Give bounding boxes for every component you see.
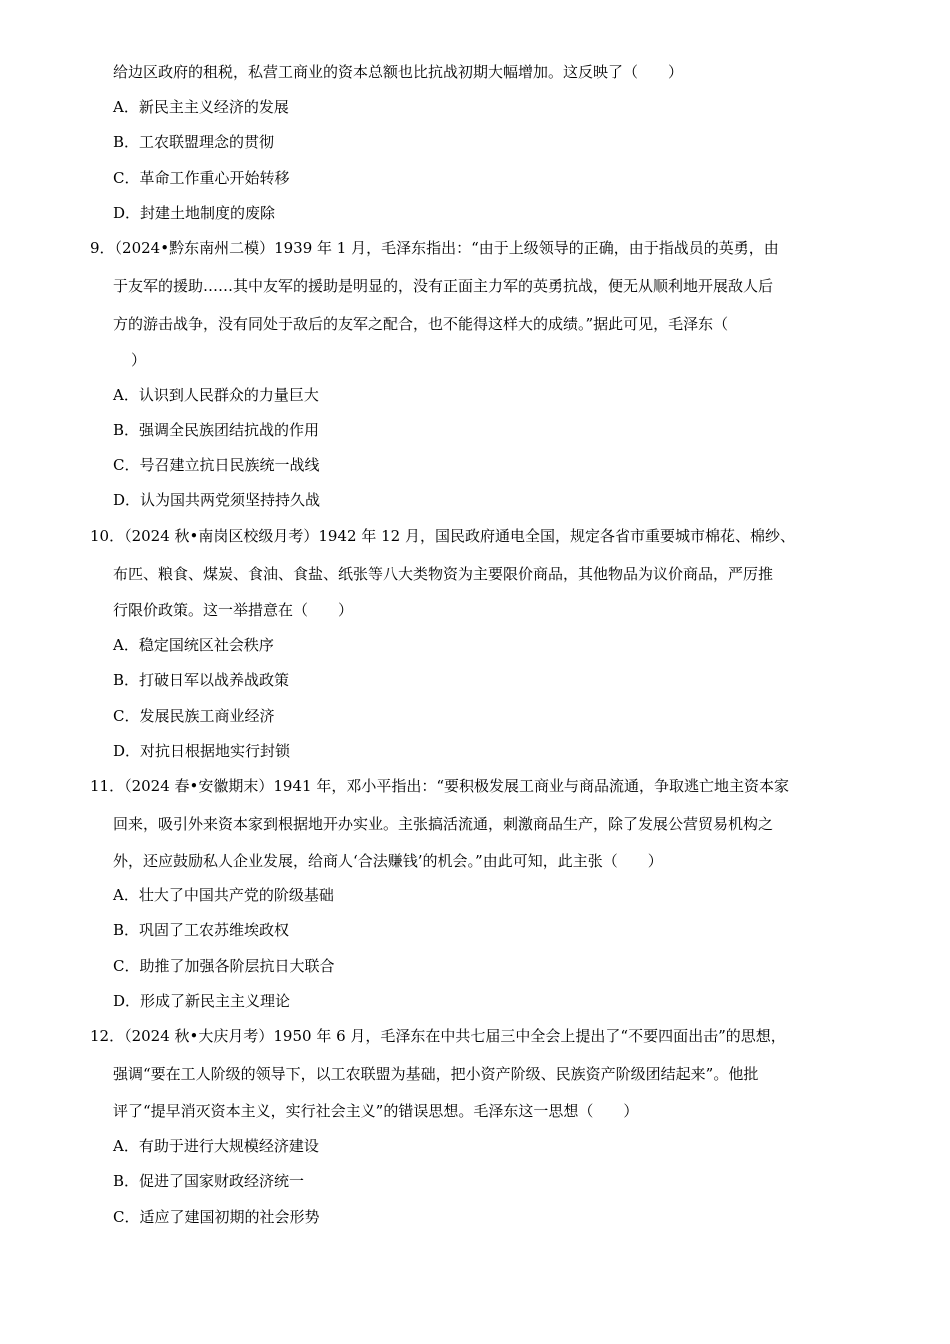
- question-11-option-a: A．壮大了中国共产党的阶级基础: [113, 886, 334, 904]
- question-10-option-a: A．稳定国统区社会秩序: [113, 636, 274, 654]
- question-12-option-b: B．促进了国家财政经济统一: [113, 1172, 305, 1190]
- question-8-option-b: B．工农联盟理念的贯彻: [113, 133, 275, 151]
- question-11-stem-line-3: 外，还应鼓励私人企业发展，给商人‘合法赚钱’的机会。”由此可知，此主张（ ）: [113, 852, 663, 870]
- question-10-option-d: D．对抗日根据地实行封锁: [113, 742, 291, 760]
- question-9-option-c: C．号召建立抗日民族统一战线: [113, 456, 320, 474]
- question-11-option-d: D．形成了新民主主义理论: [113, 992, 291, 1010]
- question-10-stem-line-1: 10．（2024 秋•南岗区校级月考）1942 年 12 月，国民政府通电全国，规定各省市重要城市棉花、棉纱、: [90, 527, 795, 545]
- question-9-stem-line-1: 9．（2024•黔东南州二模）1939 年 1 月，毛泽东指出：“由于上级领导的正确，由于指战员的英勇，由: [90, 239, 779, 257]
- question-12-stem-line-3: 评了“提早消灭资本主义，实行社会主义”的错误思想。毛泽东这一思想（ ）: [113, 1102, 639, 1120]
- question-12-stem-line-1: 12．（2024 秋•大庆月考）1950 年 6 月，毛泽东在中共七届三中全会上提出了“不要四面出击”的思想，: [90, 1027, 786, 1045]
- question-8-option-a: A．新民主主义经济的发展: [113, 98, 289, 116]
- question-8-option-c: C．革命工作重心开始转移: [113, 169, 290, 187]
- question-12-stem-line-2: 强调“要在工人阶级的领导下，以工农联盟为基础，把小资产阶级、民族资产阶级团结起来”。他批: [113, 1065, 759, 1083]
- question-9-stem-line-2: 于友军的援助……其中友军的援助是明显的，没有正面主力军的英勇抗战，便无从顺利地开展敌人后: [113, 277, 774, 295]
- question-10-stem-line-3: 行限价政策。这一举措意在（ ）: [113, 601, 354, 619]
- question-10-stem-line-2: 布匹、粮食、煤炭、食油、食盐、纸张等八大类物资为主要限价商品，其他物品为议价商品，严厉推: [113, 565, 774, 583]
- question-9-option-d: D．认为国共两党须坚持持久战: [113, 491, 321, 509]
- question-9-option-b: B．强调全民族团结抗战的作用: [113, 421, 320, 439]
- question-8-option-d: D．封建土地制度的废除: [113, 204, 276, 222]
- question-11-option-b: B．巩固了工农苏维埃政权: [113, 921, 290, 939]
- question-8-continuation: 给边区政府的租税，私营工商业的资本总额也比抗战初期大幅增加。这反映了（ ）: [113, 63, 684, 81]
- question-9-stem-line-3: 方的游击战争，没有同处于敌后的友军之配合，也不能得这样大的成绩。”据此可见，毛泽东（: [113, 315, 729, 333]
- question-11-stem-line-2: 回来，吸引外来资本家到根据地开办实业。主张搞活流通，刺激商品生产，除了发展公营贸易机构之: [113, 815, 774, 833]
- question-9-option-a: A．认识到人民群众的力量巨大: [113, 386, 319, 404]
- question-10-option-c: C．发展民族工商业经济: [113, 707, 275, 725]
- question-11-stem-line-1: 11．（2024 春•安徽期末）1941 年，邓小平指出：“要积极发展工商业与商品流通，争取逃亡地主资本家: [90, 777, 789, 795]
- question-11-option-c: C．助推了加强各阶层抗日大联合: [113, 957, 335, 975]
- question-10-option-b: B．打破日军以战养战政策: [113, 671, 290, 689]
- question-12-option-a: A．有助于进行大规模经济建设: [113, 1137, 319, 1155]
- question-12-option-c: C．适应了建国初期的社会形势: [113, 1208, 320, 1226]
- question-9-stem-line-4: ）: [131, 351, 147, 369]
